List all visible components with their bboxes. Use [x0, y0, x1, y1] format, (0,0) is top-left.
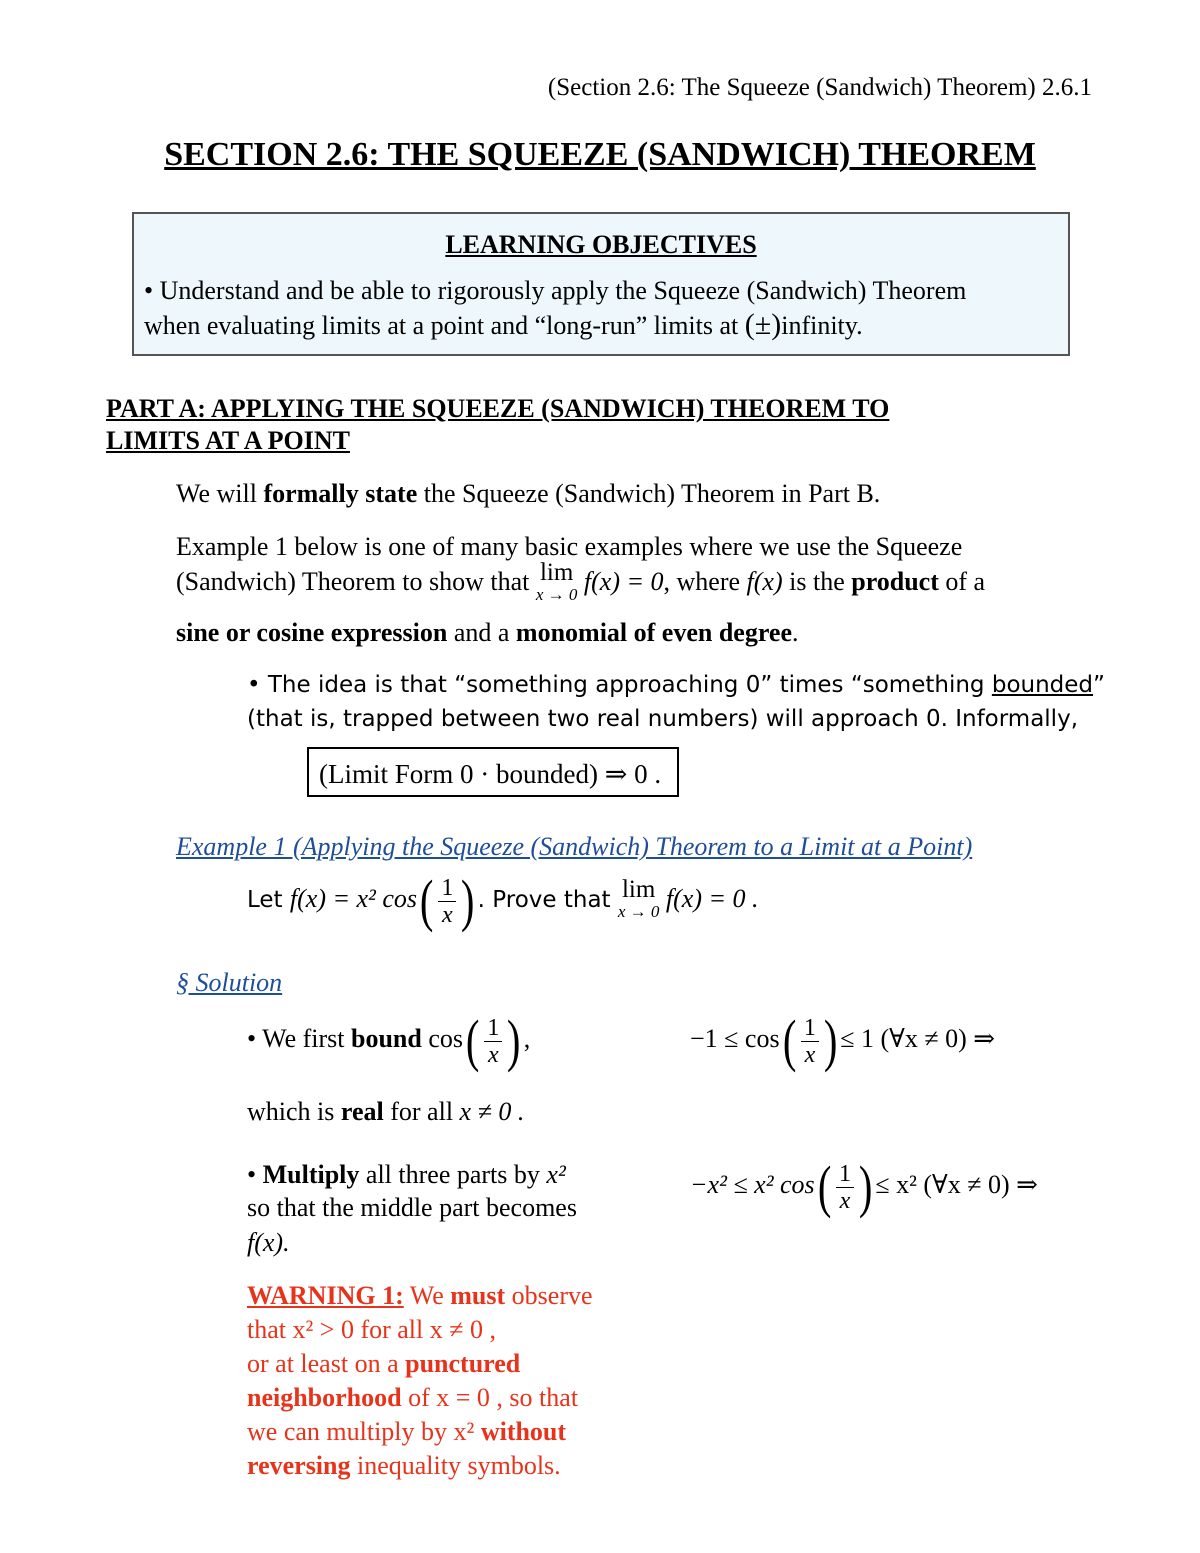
objectives-text	[144, 274, 966, 343]
text: We will	[176, 479, 264, 508]
text: we can multiply by x²	[247, 1417, 481, 1446]
math-expression: −x² ≤ x² cos	[690, 1169, 815, 1199]
right-paren: )	[461, 868, 475, 933]
solution-bullet-2-line-2: so that the middle part becomes	[247, 1193, 577, 1222]
text: ,	[523, 1023, 531, 1053]
math-expression: f(x) = 0	[583, 566, 664, 596]
paragraph-formal-statement	[176, 479, 880, 509]
numerator: 1	[484, 1015, 502, 1042]
paragraph-example-intro-line-2	[176, 559, 986, 606]
paragraph-example-intro-line-1: Example 1 below is one of many basic examples where we use the Squeeze	[176, 532, 963, 561]
numerator: 1	[836, 1161, 854, 1188]
text: , where	[663, 566, 747, 596]
left-paren: (	[782, 1008, 797, 1073]
limit-notation	[617, 876, 660, 923]
part-a-line-1: PART A: APPLYING THE SQUEEZE (SANDWICH) THEOREM TO	[106, 394, 890, 423]
objectives-line-1: • Understand and be able to rigorously apply the Squeeze (Sandwich) Theorem	[144, 276, 967, 305]
math-expression: x²	[546, 1160, 566, 1189]
bold-text: without	[480, 1417, 567, 1446]
text: (Sandwich) Theorem to show that	[176, 566, 536, 596]
lim-text: lim	[621, 876, 656, 903]
solution-bullet-2	[247, 1160, 566, 1190]
bold-text: real	[340, 1097, 384, 1126]
math-expression: f(x) = 0 .	[665, 883, 759, 913]
bold-text: must	[450, 1281, 506, 1310]
solution-heading: § Solution	[176, 968, 283, 997]
denominator: x	[442, 901, 453, 928]
running-head: (Section 2.6: The Squeeze (Sandwich) Theorem) 2.6.1	[547, 74, 1092, 101]
math-expression: ≤ 1 (∀x ≠ 0) ⇒	[840, 1023, 996, 1053]
text: and a	[447, 618, 516, 647]
inequality-2	[690, 1154, 1038, 1219]
text: or at least on a	[247, 1349, 406, 1378]
plus-minus: (±)	[744, 308, 782, 341]
right-paren: )	[823, 1008, 838, 1073]
objectives-line-2a: when evaluating limits at a point and “long-run” limits at	[144, 311, 745, 340]
text: for all	[383, 1097, 460, 1126]
text: the Squeeze (Sandwich) Theorem in Part B.	[417, 479, 881, 508]
bold-text: punctured	[405, 1349, 521, 1378]
text: • The idea is that “something approaching 0” times “something	[247, 672, 992, 698]
limit-notation	[535, 559, 578, 606]
math-expression: x ≠ 0 .	[459, 1097, 525, 1126]
example-1-statement	[247, 868, 759, 933]
text: all three parts by	[359, 1160, 547, 1189]
text: . Prove that	[477, 886, 618, 913]
warning-label: WARNING 1:	[247, 1281, 404, 1310]
math-expression: f(x)	[746, 566, 783, 596]
learning-objectives-box	[132, 212, 1070, 356]
bold-text: bound	[351, 1023, 422, 1053]
solution-bullet-1	[247, 1008, 531, 1073]
bold-text: formally state	[263, 479, 418, 508]
fraction-one-over-x	[801, 1015, 819, 1068]
text: of a	[938, 566, 986, 596]
text: ”	[1093, 672, 1105, 698]
bold-text: neighborhood	[247, 1383, 402, 1412]
objectives-heading: LEARNING OBJECTIVES	[445, 230, 757, 259]
lim-subscript: x → 0	[535, 585, 578, 604]
bold-text: reversing	[247, 1451, 351, 1480]
bullet-idea-line-2: (that is, trapped between two real numbers) will approach 0. Informally,	[247, 706, 1078, 732]
text: .	[792, 618, 799, 647]
denominator: x	[839, 1187, 851, 1214]
example-1-heading: Example 1 (Applying the Squeeze (Sandwich) Theorem to a Limit at a Point)	[176, 832, 973, 861]
text: inequality symbols.	[350, 1451, 561, 1480]
denominator: x	[804, 1041, 816, 1068]
text: which is	[247, 1097, 341, 1126]
math-expression: ≤ x² (∀x ≠ 0) ⇒	[875, 1169, 1038, 1199]
inequality-1	[690, 1008, 996, 1073]
denominator: x	[488, 1041, 499, 1068]
text: •	[247, 1160, 263, 1189]
right-paren: )	[858, 1154, 873, 1219]
right-paren: )	[507, 1008, 521, 1073]
part-a-line-2: LIMITS AT A POINT	[106, 426, 350, 455]
objectives-line-2b: infinity.	[781, 311, 863, 340]
math-expression: −1 ≤ cos	[690, 1023, 780, 1053]
text: • We first	[247, 1023, 352, 1053]
fraction-one-over-x	[836, 1161, 854, 1214]
warning-1-block	[247, 1279, 593, 1483]
bold-text: sine or cosine expression	[176, 618, 448, 647]
lim-subscript: x → 0	[617, 902, 660, 921]
text: of x = 0 , so that	[401, 1383, 579, 1412]
bold-text: Multiply	[262, 1160, 360, 1189]
text: Let	[247, 886, 290, 913]
text: We	[403, 1281, 451, 1310]
left-paren: (	[419, 868, 434, 933]
left-paren: (	[465, 1008, 480, 1073]
underlined-text: bounded	[991, 672, 1094, 698]
fraction-one-over-x	[438, 875, 456, 928]
text: is the	[782, 566, 852, 596]
bullet-idea-line-1	[247, 672, 1105, 698]
solution-bullet-1-line-2	[247, 1097, 524, 1127]
math-expression: f(x) = x² cos	[289, 883, 418, 913]
text: cos	[421, 1023, 464, 1053]
part-a-heading	[106, 393, 889, 457]
bold-text: product	[851, 566, 939, 596]
fraction-one-over-x	[484, 1015, 502, 1068]
solution-bullet-2-line-3: f(x).	[247, 1228, 290, 1257]
numerator: 1	[438, 875, 456, 902]
left-paren: (	[817, 1154, 832, 1219]
warning-line-2: that x² > 0 for all x ≠ 0 ,	[247, 1315, 497, 1344]
text: observe	[505, 1281, 593, 1310]
numerator: 1	[801, 1015, 819, 1042]
limit-form-box: (Limit Form 0 · bounded) ⇒ 0 .	[307, 747, 679, 797]
paragraph-example-intro-line-3	[176, 618, 799, 648]
bold-text: monomial of even degree	[515, 618, 792, 647]
lim-text: lim	[539, 559, 574, 586]
page-title: SECTION 2.6: THE SQUEEZE (SANDWICH) THEOREM	[164, 136, 1036, 173]
